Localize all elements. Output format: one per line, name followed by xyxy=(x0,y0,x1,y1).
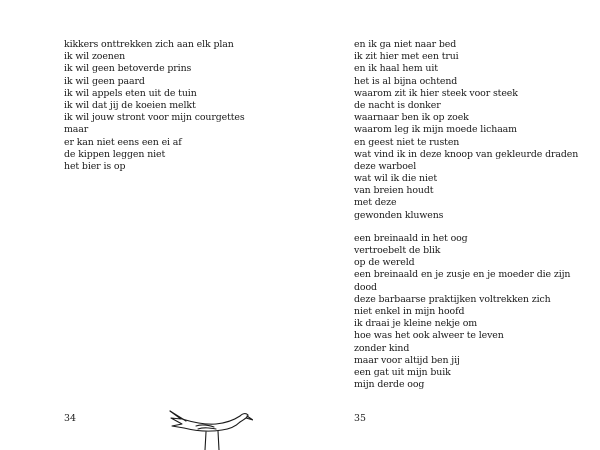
poem-line: ik zit hier met een trui xyxy=(354,51,459,63)
poem-line: maar voor altijd ben jij xyxy=(354,354,460,366)
page-number-left: 34 xyxy=(64,413,76,424)
bird-drawing-icon xyxy=(168,408,253,450)
poem-line: een breinaald en je zusje en je moeder die zijn xyxy=(354,269,571,281)
poem-line: en ik haal hem uit xyxy=(354,63,438,75)
poem-line: deze warboel xyxy=(354,160,417,172)
poem-line: ik wil geen paard xyxy=(64,75,145,87)
poem-line: wat vind ik in deze knoop van gekleurde draden xyxy=(354,148,579,160)
poem-line: met deze xyxy=(354,197,397,209)
poem-line: zonder kind xyxy=(354,342,410,354)
poem-line: het bier is op xyxy=(64,160,126,172)
poem-line: maar xyxy=(64,124,89,136)
poem-line: kikkers onttrekken zich aan elk plan xyxy=(64,39,234,50)
poem-line: waarom leg ik mijn moede lichaam xyxy=(354,124,517,136)
poem-line: op de wereld xyxy=(354,257,415,269)
right-poem xyxy=(354,39,578,391)
poem-line: ik wil geen betoverde prins xyxy=(64,63,192,75)
poem-line: en geest niet te rusten xyxy=(354,136,460,148)
poem-line: ik draai je kleine nekje om xyxy=(354,318,478,330)
left-poem xyxy=(64,39,245,173)
poem-line: een breinaald in het oog xyxy=(354,232,468,244)
poem-line: gewonden kluwens xyxy=(354,209,444,221)
poem-line: niet enkel in mijn hoofd xyxy=(354,305,465,317)
poem-line: de kippen leggen niet xyxy=(64,148,166,160)
page-number-right: 35 xyxy=(354,413,366,424)
poem-line: hoe was het ook alweer te leven xyxy=(354,330,504,342)
poem-line: dood xyxy=(354,281,377,293)
poem-line: er kan niet eens een ei af xyxy=(64,136,182,148)
poem-line: een gat uit mijn buik xyxy=(354,366,451,378)
poem-line: en ik ga niet naar bed xyxy=(354,39,457,50)
poem-line: van breien houdt xyxy=(354,185,434,197)
poem-line: het is al bijna ochtend xyxy=(354,75,458,87)
poem-line: waarnaar ben ik op zoek xyxy=(354,112,469,124)
poem-line: ik wil appels eten uit de tuin xyxy=(64,87,197,99)
poem-line: ik wil dat jij de koeien melkt xyxy=(64,99,196,111)
poem-line: ik wil jouw stront voor mijn courgettes xyxy=(64,112,245,124)
poem-line: ik wil zoenen xyxy=(64,51,126,63)
poem-line: waarom zit ik hier steek voor steek xyxy=(354,87,518,99)
stanza-break xyxy=(354,222,578,233)
right-page xyxy=(300,0,600,450)
poem-line: vertroebelt de blik xyxy=(354,245,441,256)
poem-line: mijn derde oog xyxy=(354,379,425,391)
poem-line: wat wil ik die niet xyxy=(354,173,438,185)
poem-line: de nacht is donker xyxy=(354,99,441,111)
poem-line: deze barbaarse praktijken voltrekken zich xyxy=(354,293,551,305)
